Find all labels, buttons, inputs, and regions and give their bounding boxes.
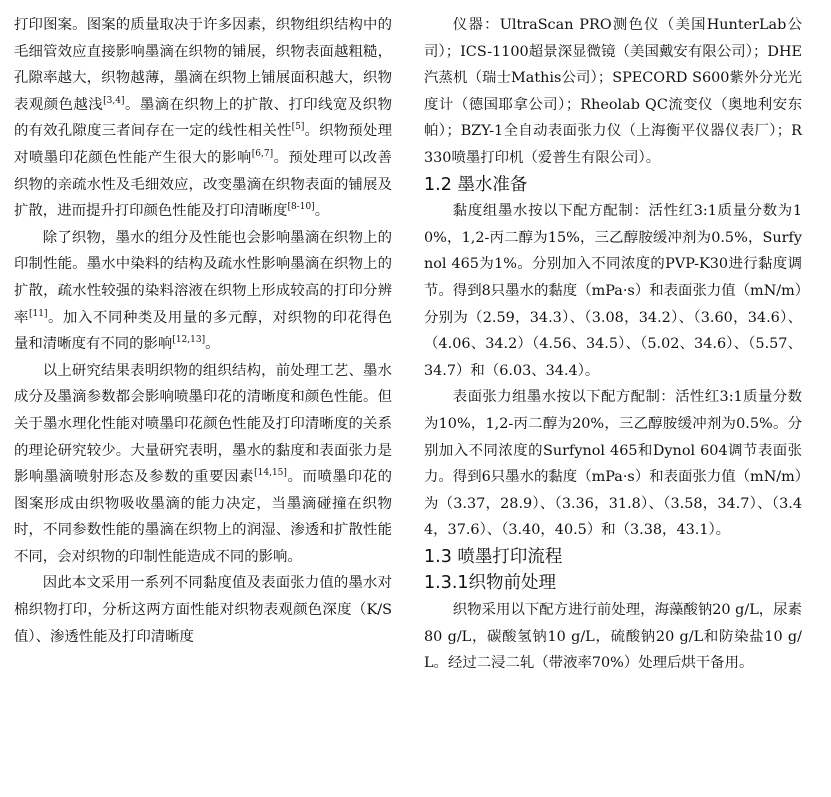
viscosity-group-paragraph: 黏度组墨水按以下配方配制：活性红3:1质量分数为10%，1,2-丙二醇为15%，三乙醇胺缓冲剂为0.5%，Surfynol 465为1%。分别加入不同浓度的PVP-K30进行黏度调节。得到8只墨水的黏度（mPa·s）和表面张力值（mN/m）分别为（2.59，34.3）、（3.08，34.2）、（3.60，34.6）、（4.06、34.2）（4.56、34.5）、（5.02、34.6）、（5.57、34.7）和（6.03、34.4）。 (424, 203, 802, 379)
right-column (424, 12, 802, 677)
citation: [5] (291, 122, 305, 133)
citation: [6,7] (251, 149, 274, 160)
citation: [3,4] (103, 95, 125, 106)
left-column (14, 12, 392, 650)
para-text: 因此本文采用一系列不同黏度值及表面张力值的墨水对棉织物打印，分析这两方面性能对织物表观颜色深度（K/S值）、渗透性能及打印清晰度 (14, 575, 392, 645)
para-text: 。 (314, 203, 330, 220)
para-text: 以上研究结果表明织物的组织结构，前处理工艺、墨水成分及墨滴参数都会影响喷墨印花的清晰度和颜色性能。但关于墨水理化性能对喷墨印花颜色性能及打印清晰度的关系的理论研究较少。大量研究表明，墨水的黏度和表面张力是影响墨滴喷射形态及参数的重要因素 (14, 362, 392, 486)
section-heading-ink-preparation: 1.2 墨水准备 (424, 174, 528, 195)
para-text: 除了织物，墨水的组分及性能也会影响墨滴在织物上的印制性能。墨水中染料的结构及疏水性影响墨滴在织物上的扩散，疏水性较强的染料溶液在织物上形成较高的打印分辨率 (14, 229, 392, 326)
ink-paragraph (14, 225, 392, 358)
citation: [8-10] (287, 202, 315, 213)
intro-paragraph (14, 12, 392, 225)
para-text: 。而喷墨印花的图案形成由织物吸收墨滴的能力决定，当墨滴碰撞在织物时，不同参数性能的墨滴在织物上的润湿、渗透和扩散性能不同，会对织物的印制性能造成不同的影响。 (14, 469, 392, 565)
citation: [14,15] (254, 468, 287, 479)
purpose-paragraph (14, 570, 392, 650)
surface-tension-group-paragraph: 表面张力组墨水按以下配方配制：活性红3:1质量分数为10%，1,2-丙二醇为20%，三乙醇胺缓冲剂为0.5%。分别加入不同浓度的Surfynol 465和Dynol 604调节表面张力。得到6只墨水的黏度（mPa·s）和表面张力值（mN/m）为（3.37，28.9）、（3.36，31.8）、（3.58，34.7）、（3.44，37.6）、（3.40，40.5）和（3.38，43.1）。 (424, 389, 802, 539)
para-text: 。加入不同种类及用量的多元醇，对织物的印花得色量和清晰度有不同的影响 (14, 309, 392, 353)
summary-paragraph (14, 358, 392, 571)
para-text: 。预处理可以改善织物的亲疏水性及毛细效应，改变墨滴在织物表面的铺展及扩散，进而提升打印颜色性能及打印清晰度 (14, 149, 392, 220)
pretreatment-paragraph: 织物采用以下配方进行前处理，海藻酸钠20 g/L，尿素80 g/L，碳酸氢钠10 g/L，硫酸钠20 g/L和防染盐10 g/L。经过二浸二轧（带液率70%）处理后烘干备用。 (424, 602, 802, 672)
instruments-paragraph: 仪器：UltraScan PRO测色仪（美国HunterLab公司）；ICS-1100超景深显微镜（美国戴安有限公司）；DHE汽蒸机（瑞士Mathis公司）；SPECORD S600紫外分光光度计（德国耶拿公司）；Rheolab QC流变仪（奥地利安东帕）；BZY-1全自动表面张力仪（上海衡平仪器仪表厂）；R330喷墨打印机（爱普生有限公司）。 (424, 17, 802, 166)
para-text: 。织物预处理对喷墨印花颜色性能产生很大的影响 (14, 123, 392, 166)
section-heading-printing-process: 1.3 喷墨打印流程 (424, 546, 563, 567)
citation: [11] (28, 308, 48, 319)
para-text: 打印图案。图案的质量取决于许多因素，织物组织结构中的毛细管效应直接影响墨滴在织物的铺展，织物表面越粗糙，孔隙率越大，织物越薄，墨滴在织物上铺展面积越大，织物表观颜色越浅 (14, 17, 392, 113)
para-text: 。 (205, 336, 220, 353)
para-text: 。墨滴在织物上的扩散、打印线宽及织物的有效孔隙度三者间存在一定的线性相关性 (14, 96, 392, 140)
citation: [12,13] (172, 335, 206, 346)
subsection-heading-fabric-pretreatment: 1.3.1织物前处理 (424, 573, 557, 594)
